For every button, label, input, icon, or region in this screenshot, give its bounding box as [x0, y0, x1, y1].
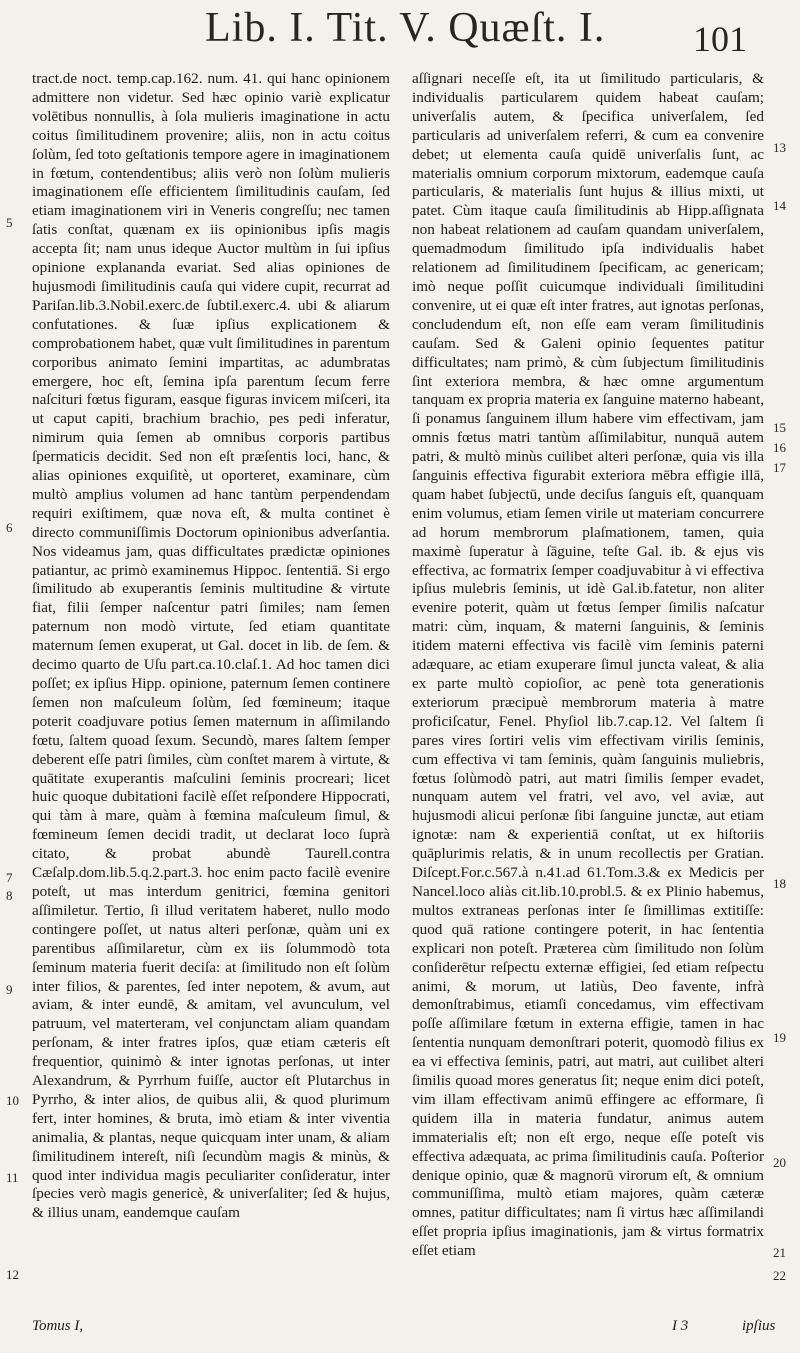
running-title: Lib. I. Tit. V. Quæſt. I.: [205, 5, 606, 51]
margin-number: 15: [773, 420, 786, 435]
margin-number: 16: [773, 440, 786, 455]
margin-number: 7: [6, 870, 13, 885]
margin-number: 18: [773, 876, 786, 891]
margin-number: 22: [773, 1268, 786, 1283]
margin-number: 6: [6, 520, 13, 535]
signature-mark: I 3: [672, 1318, 689, 1334]
right-column-text: aſſignari neceſſe eſt, ita ut ſimilitudo particularis, & individualis particularem quidem habeat cauſam; univerſalis autem, & ſpecifica univerſalem, ſed particularis ad univerſalem referri, & cum ea convenire debet; ut elementa cauſa quidē univerſalis ſunt, ac materialis omnium corporum mixtorum, eademque cauſa particularis, & materialis ſunt hujus & illius mixti, ut patet. Cùm itaque cauſa ſimilitudinis ab Hipp.aſſignata non habeat relationem ad cauſam quandam univerſalem, quemadmodum ſimilitudo ipſa individualis habet relationem ad ſimilitudinem ſpecificam, ac genericam; imò neque poſſit cuicumque individuali ſimilitudini convenire, ut ei quæ eſt inter fratres, aut ignotas perſonas, concludendum eſt, non eſſe eam veram ſimilitudinis cauſam. Sed & Galeni opinio ſequentes patitur difficultates; nam primò, & cùm ſubjectum ſimilitudinis ſint exteriora membra, & hæc omne argumentum tanquam ex propria materia ex ſanguine materno habeant, ſi ponamus ſanguinem illum habere vim effectivam, jam omnis fœtus matri tantùm aſſimilabitur, nunquā autem patri, & multò minùs cuilibet alteri perſonæ, quia vis illa ſanguinis effectiva figurabit exteriora mēbra effigie illā, quam habet ſubjectū, unde deciſus ſanguis eſt, quanquam enim volumus, etiam ſemen virile ut materiam concurrere ad horum membrorum plaſmationem, tamen, quia maximè ſuperatur à ſāguine, teſte Gal. ib. & ejus vis effectiva, ac formatrix ſemper coadjuvabitur à vi effectiva ipſius mulebris ſeminis, ut idè Gal.ib.fatetur, non aliter evenire poterit, quàm ut fœtus ſemper ſimilis naſcatur matri: cùm, inquam, & materni ſanguinis, & ſeminis itidem materni effectiva vis facilè vim ſeminis paterni adæquare, ac etiam exuperare ſimul juncta valeat, & alia ex parte multò copioſior, ac penè tota generationis exteriorum præcipuè membrorum materia à matre proficiſcatur, Fenel. Phyſiol lib.7.cap.12. Vel ſaltem ſi pares vires ſortiri velis vim effectivam virilis ſeminis, cum effectiva vi tam ſeminis, quàm ſanguinis muliebris, fœtus ſolùmodò patri, aut matri ſimilis ſemper evadet, nunquam autem vel fratri, vel avo, vel aviæ, aut hujusmodi alicui perſonæ ſibi ſanguine junctæ, aut etiam ignotæ: nam & experientiā conſtat, ut ex hiſtoriis quāplurimis relatis, & in unum recollectis per Gratian. Diſcept.For.c.567.à n.41.ad 61.Tom.3.& ex Medicis per Nancel.loco aliàs cit.lib.10.probl.5. & ex Plinio habemus, multos extraneas perſonas inter ſe ſimillimas extitiſſe: quod quā ratione contingere poterit, in hac ſententia explicari non poteſt. Præterea cùm ſimilitudo non ſolùm conſiderētur reſpectu externæ effigiei, ſed etiam reſpectu animi, & morum, ut latiùs, Deo favente, infrà demonſtrabimus, etiamſi concedamus, vim effectivam poſſe aſſimilare fœtum in externa effigie, tamen in hac ſententia nunquam demonſtrari poterit, quomodò filius ex ea vi effectiva ſeminis, patri, aut matri, aut cuilibet alteri ſimilis quoad mores generatus ſit; neque enim dici poteſt, vim illam effectivam animū effingere ac efformare, ſi quidem illa in materia fundatur, animus autem immaterialis eſt; non eſt ergo, neque eſſe poteſt vis effectiva adæquata, ac prima ſimilitudinis cauſa. Poſterior denique opinio, quæ & magnorū virorum eſt, & omnium communiſſima, multò etiam majores, quàm cæteræ omnes, patitur difficultates; nam ſi virtus hæc aſſimilandi eſſet propria ipſius imaginationis, jam & virtus formatrix eſſet etiam: [412, 70, 764, 1260]
running-header: [0, 4, 800, 62]
margin-number: 13: [773, 140, 786, 155]
volume-label: Tomus I,: [32, 1318, 84, 1334]
margin-number: 19: [773, 1030, 786, 1045]
margin-number: 21: [773, 1245, 786, 1260]
margin-number: 8: [6, 888, 13, 903]
margin-number: 20: [773, 1155, 786, 1170]
margin-number: 14: [773, 198, 786, 213]
left-column: [32, 70, 390, 1223]
right-column: [412, 70, 764, 1261]
left-column-text: tract.de noct. temp.cap.162. num. 41. qui hanc opinionem admittere non videtur. Sed hæc opinio variè explicatur volētibus nonnullis, à ſola mulieris imaginatione in actu coitus ſimilitudinem provenire; aliis, non in actu coitus ſolùm, ſed toto geſtationis tempore agere in imaginationem in fœtum, contendentibus; aliis verò non ſolùm mulieris imaginationem eſſe efficientem ſimilitudinis cauſam, ſed etiam imaginationem viri in Veneris congreſſu; nec tamen ſatis conſtat, quænam ex iis opinionibus ipſis magis accepta ſit; nam unus ideque Auctor multùm in ſui ipſius opinione explananda evariat. Sed alias opiniones de hujusmodi ſimilitudinis cauſa qui videre cupit, recurrat ad Pariſan.lib.3.Nobil.exerc.de ſubtil.exerc.4. ubi & aliarum confutationes. & ſuæ ipſius explicationem & comprobationem habet, quæ vult ſimilitudines in parentum corporibus animato ſemini impartitas, ac adumbratas emergere, hoc eſt, ſemina ipſa parentum ſecum ferre naſcituri fœtus figuram, easque figuras invicem miſceri, ita ut caput capiti, brachium brachio, pes pedi inferatur, nimirum quia ſemen ab omnibus corporis partibus ſpermaticis decidit. Sed non eſt præſentis loci, hanc, & alias opiniones exquiſitè, ut oporteret, examinare, cùm multò amplius volumen ad hanc tantùm perpendendam requiri exiſtimem, quæ nova eſt, & multa continet è directo communiſſimis Doctorum opinionibus adverſantia. Nos videamus jam, quas difficultates prædictæ opiniones patiantur, ac primò examinemus Hippoc. ſententiā. Si ergo ſimilitudo ab exuperantis ſeminis multitudine & virtute fiat, filii ſemper naſcentur patri ſimiles; nam ſemen paternum non modò virtute, ſed etiam quantitate maternum ſemen exuperat, ut Gal. docet in lib. de ſem. & decimo quarto de Uſu part.ca.10.claſ.1. Ad hoc tamen dici poſſet; ex ipſius Hipp. opinione, paternum ſemen continere ſemen non maſculeum ſolùm, ſed fœmineum; itaque poterit coadjuvare potius ſemen maternum in aſſimilando fœtu, ſaltem quoad ſexum. Secundò, mares ſaltem ſemper deberent eſſe patri ſimiles, cùm conſtet marem à virtute, & quātitate exuperantis maſculini ſeminis procreari; licet huic quoque dubitationi facilè eſſet reſpondere Hippocrati, qui tàm à mare, quàm à fœmina maſculeum ſimul, & fœmineum ſemen decidi tradit, ut declarat loco ſuprà citato, & probat abundè Taurell.contra Cæſalp.dom.lib.5.q.2.part.3. hoc enim pacto facilè evenire poteſt, ut mas interdum genitrici, fœmina genitori aſſimiletur. Tertio, ſi illud veritatem haberet, nullo modo contingere poſſet, ut natus alteri perſonæ, quàm uni ex parentibus aſſimilaretur, cùm ex iis ſolummodò tota ſeminum materia fuerit deciſa: at ſimilitudo non eſt ſolùm inter filios, & parentes, ſed inter nepotem, & avum, aut aviam, & inter eundē, & amitam, vel avunculum, vel patruum, vel materteram, vel conjunctam aliam quandam perſonam, & inter fratres ipſos, quæ etiam cæteris eſt frequentior, quinimò & inter ignotas perſonas, ut inter Alexandrum, & Pyrrhum fuiſſe, auctor eſt Plutarchus in Pyrrho, & inter alios, de quibus alii, & quod plurimum fert, inter homines, & bruta, imò etiam & inter viventia animalia, & plantas, neque quicquam inter unam, & aliam ſimilitudinem intereſt, niſi ſecundùm magis & minùs, & quod inter individua magis peculiariter conſideratur, inter ſpecies verò magis genericè, & univerſaliter; ſed & hujus, & illius unam, eandemque cauſam: [32, 70, 390, 1222]
margin-number: 9: [6, 982, 13, 997]
catchword: ipſius: [742, 1318, 776, 1334]
margin-number: 17: [773, 460, 786, 475]
page-number: 101: [693, 19, 747, 59]
margin-number: 11: [6, 1170, 19, 1185]
margin-number: 5: [6, 215, 13, 230]
margin-number: 12: [6, 1267, 19, 1282]
margin-number: 10: [6, 1093, 19, 1108]
